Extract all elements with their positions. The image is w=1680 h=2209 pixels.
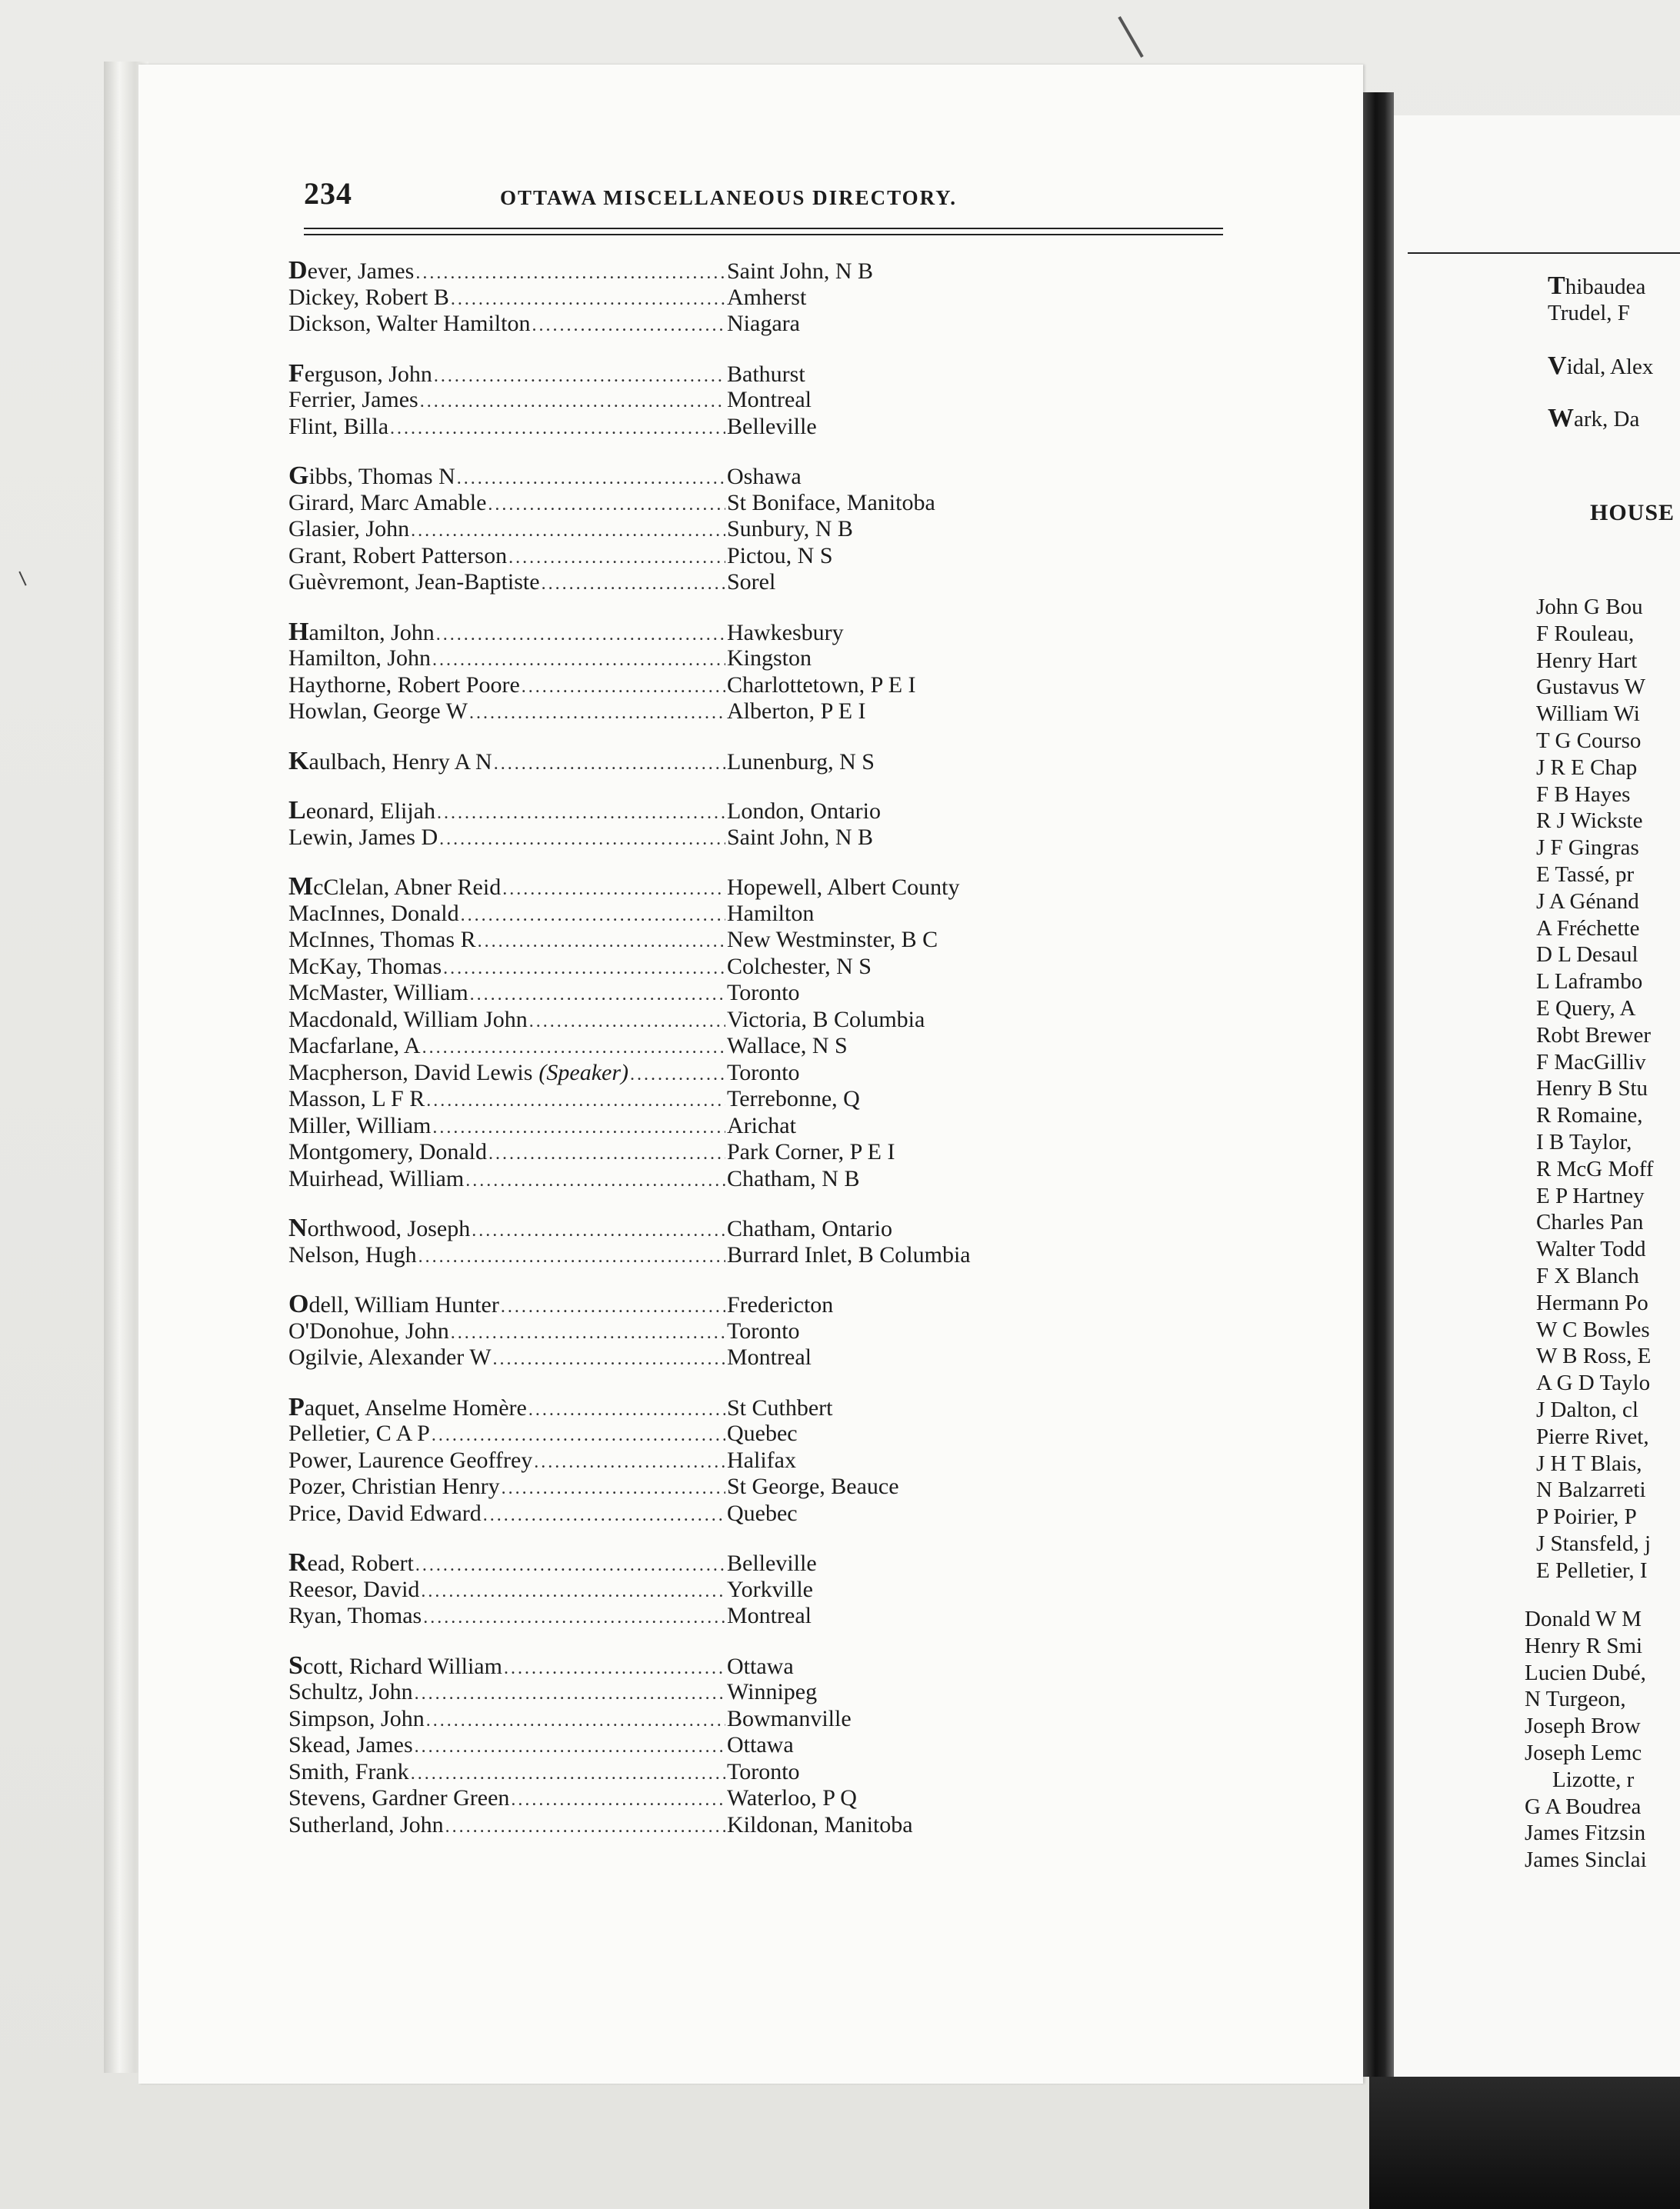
- member-name: Miller, William: [288, 1112, 432, 1138]
- member-place: Quebec: [727, 1421, 798, 1446]
- member-name: Ryan, Thomas: [288, 1603, 422, 1628]
- member-place: Ottawa: [727, 1653, 794, 1679]
- member-place: Chatham, N B: [727, 1165, 860, 1191]
- member-name: Schultz, John: [288, 1679, 413, 1704]
- directory-entry: [288, 619, 1235, 646]
- directory-entry: [288, 1166, 1235, 1193]
- member-place: Sunbury, N B: [727, 516, 853, 541]
- member-place: Chatham, Ontario: [727, 1216, 892, 1241]
- directory-entry: [288, 1242, 1235, 1269]
- member-name: Price, David Edward: [288, 1500, 482, 1526]
- directory-entry: [288, 1550, 1235, 1577]
- book-shadow: [1369, 2077, 1680, 2209]
- leader-dots: [532, 312, 725, 339]
- directory-entry: [288, 1033, 1235, 1060]
- right-page-line: Donald W M: [1525, 1607, 1642, 1631]
- right-page-line: Pierre Rivet,: [1536, 1424, 1649, 1449]
- member-name: Hamilton, John: [288, 645, 431, 671]
- member-name: Leonard, Elijah: [288, 796, 435, 825]
- member-name: Lewin, James D: [288, 824, 438, 850]
- directory-entry: [288, 1812, 1235, 1839]
- member-name: McKay, Thomas: [288, 953, 442, 979]
- right-page-line: Charles Pan: [1536, 1210, 1644, 1235]
- right-page-line: A G D Taylo: [1536, 1371, 1651, 1396]
- entry-group: [288, 619, 1235, 725]
- leader-dots: [529, 1008, 725, 1035]
- member-note: (Speaker): [538, 1059, 629, 1085]
- member-place: Lunenburg, N S: [727, 748, 875, 775]
- right-page-line: F MacGilliv: [1536, 1049, 1646, 1075]
- right-page-line: L Laframbo: [1536, 969, 1643, 995]
- right-page-line: N Turgeon,: [1525, 1687, 1626, 1712]
- directory-entry: [288, 516, 1235, 543]
- leader-dots: [445, 1814, 725, 1841]
- directory-entry: [288, 1113, 1235, 1140]
- right-page-line: J Stansfeld, j: [1536, 1531, 1652, 1556]
- member-place: St Boniface, Manitoba: [727, 489, 935, 515]
- member-place: Bathurst: [727, 361, 805, 387]
- member-place: Burrard Inlet, B Columbia: [727, 1241, 971, 1268]
- right-page-heading: HOUSE: [1590, 500, 1675, 525]
- leader-dots: [436, 621, 725, 648]
- directory-entry: [288, 825, 1235, 851]
- leader-dots: [415, 1734, 725, 1761]
- member-place: Montreal: [727, 387, 812, 412]
- member-name: Gibbs, Thomas N: [288, 461, 455, 490]
- member-place: St Cuthbert: [727, 1394, 833, 1421]
- member-place: Fredericton: [727, 1292, 834, 1318]
- right-page-line: E Tassé, pr: [1536, 861, 1635, 887]
- member-place: Winnipeg: [727, 1679, 818, 1704]
- directory-entry: [288, 1785, 1235, 1812]
- member-name: Dever, James: [288, 256, 415, 285]
- leader-dots: [483, 1502, 725, 1529]
- member-name: Girard, Marc Amable: [288, 489, 487, 515]
- right-page-line: E Pelletier, I: [1536, 1558, 1648, 1583]
- right-page-line: Thibaudea: [1548, 272, 1646, 300]
- directory-entry: [288, 1344, 1235, 1371]
- right-page-line: Gustavus W: [1536, 675, 1646, 700]
- leader-dots: [630, 1061, 725, 1088]
- member-place: Oshawa: [727, 464, 802, 489]
- right-page-line: W B Ross, E: [1536, 1344, 1652, 1369]
- member-place: Hawkesbury: [727, 619, 844, 645]
- member-name: Paquet, Anselme Homère: [288, 1392, 527, 1421]
- directory-entry: [288, 285, 1235, 312]
- member-place: Hopewell, Albert County: [727, 875, 960, 900]
- entry-group: [288, 1550, 1235, 1630]
- leader-dots: [418, 1244, 725, 1271]
- right-page-line: Walter Todd: [1536, 1237, 1646, 1262]
- member-place: Pictou, N S: [727, 542, 833, 568]
- entry-group: [288, 1653, 1235, 1839]
- member-place: Saint John, N B: [727, 258, 874, 284]
- member-place: Park Corner, P E I: [727, 1139, 895, 1164]
- leader-dots: [542, 571, 725, 598]
- right-page-line: I B Taylor,: [1536, 1129, 1632, 1154]
- member-name: Sutherland, John: [288, 1811, 444, 1838]
- entry-group: [288, 258, 1235, 338]
- member-name: McMaster, William: [288, 980, 468, 1005]
- leader-dots: [415, 260, 725, 287]
- right-page-line: J A Génand: [1536, 888, 1639, 914]
- member-name: Reesor, David: [288, 1576, 420, 1602]
- member-name: Simpson, John: [288, 1705, 425, 1731]
- entry-group: [288, 1291, 1235, 1371]
- directory-entry: [288, 798, 1235, 825]
- member-name: Macdonald, William John: [288, 1006, 528, 1032]
- member-place: London, Ontario: [727, 798, 881, 824]
- member-name: Haythorne, Robert Poore: [288, 671, 520, 698]
- leader-dots: [415, 1681, 725, 1708]
- directory-entry: [288, 414, 1235, 441]
- member-place: Yorkville: [727, 1576, 813, 1602]
- right-page-line: G A Boudrea: [1525, 1794, 1642, 1819]
- member-place: Amherst: [727, 284, 807, 310]
- member-place: Toronto: [727, 1318, 800, 1344]
- right-page-line: F Rouleau,: [1536, 621, 1635, 646]
- directory-entry: [288, 1394, 1235, 1421]
- member-place: Waterloo, P Q: [727, 1785, 857, 1811]
- directory-entry: [288, 1086, 1235, 1113]
- scan-artifact: [1118, 16, 1143, 58]
- member-place: Kildonan, Manitoba: [727, 1811, 913, 1838]
- directory-entry: [288, 698, 1235, 725]
- member-name: Hamilton, John: [288, 617, 435, 646]
- member-name: Muirhead, William: [288, 1165, 465, 1191]
- member-place: Victoria, B Columbia: [727, 1006, 925, 1032]
- member-name: McClelan, Abner Reid: [288, 872, 502, 901]
- leader-dots: [420, 388, 725, 415]
- leader-dots: [439, 826, 725, 853]
- directory-entry: [288, 358, 1235, 388]
- page-number: 234: [304, 176, 352, 211]
- right-page-line: William Wi: [1536, 701, 1640, 727]
- member-name: Stevens, Gardner Green: [288, 1785, 510, 1811]
- directory-entry: [288, 874, 1235, 901]
- right-page-line: Vidal, Alex: [1548, 351, 1654, 380]
- leader-dots: [426, 1708, 725, 1734]
- directory-entry: [288, 1448, 1235, 1474]
- member-name: Kaulbach, Henry A N: [288, 746, 492, 775]
- directory-entry: [288, 543, 1235, 570]
- right-page-line: Henry B Stu: [1536, 1076, 1648, 1101]
- entry-group: [288, 1394, 1235, 1528]
- member-place: Belleville: [727, 413, 817, 439]
- member-name: Dickey, Robert B: [288, 284, 449, 310]
- right-page-line: J R E Chap: [1536, 755, 1638, 780]
- right-page-line: James Sinclai: [1525, 1847, 1647, 1873]
- right-page-line: E P Hartney: [1536, 1183, 1645, 1208]
- directory-entry: [288, 1706, 1235, 1733]
- directory-entry: [288, 1501, 1235, 1528]
- member-place: Saint John, N B: [727, 824, 874, 850]
- leader-dots: [457, 465, 725, 492]
- directory-entry: [288, 1732, 1235, 1759]
- right-page-line: Hermann Po: [1536, 1290, 1648, 1315]
- running-head: OTTAWA MISCELLANEOUS DIRECTORY.: [500, 186, 957, 209]
- member-place: Montreal: [727, 1344, 812, 1370]
- directory-entry: [288, 1421, 1235, 1448]
- entry-group: [288, 463, 1235, 596]
- right-page-line: J F Gingras: [1536, 835, 1639, 861]
- right-page-line: Henry R Smi: [1525, 1633, 1643, 1658]
- member-name: Grant, Robert Patterson: [288, 542, 508, 568]
- member-name: Odell, William Hunter: [288, 1290, 499, 1318]
- entry-group: [288, 798, 1235, 851]
- leader-dots: [451, 286, 725, 313]
- directory-entry: [288, 1474, 1235, 1501]
- leader-dots: [432, 1422, 725, 1449]
- directory-entry: [288, 490, 1235, 517]
- leader-dots: [501, 1294, 725, 1321]
- member-name: Ferguson, John: [288, 358, 432, 388]
- member-name: Scott, Richard William: [288, 1651, 502, 1680]
- directory-entry: [288, 901, 1235, 928]
- leader-dots: [494, 751, 725, 778]
- member-name: Howlan, George W: [288, 698, 468, 724]
- leader-dots: [437, 800, 725, 827]
- member-place: Kingston: [727, 645, 812, 671]
- leader-dots: [478, 928, 725, 955]
- right-page-list-b: [1525, 1606, 1680, 1874]
- leader-dots: [522, 674, 725, 701]
- member-name: Guèvremont, Jean-Baptiste: [288, 569, 540, 595]
- member-place: St George, Beauce: [727, 1474, 899, 1499]
- member-name: McInnes, Thomas R: [288, 927, 476, 952]
- member-name: Pozer, Christian Henry: [288, 1474, 500, 1499]
- directory-entry: [288, 1139, 1235, 1166]
- member-place: Colchester, N S: [727, 953, 872, 979]
- leader-dots: [469, 700, 725, 727]
- leader-dots: [502, 1475, 725, 1502]
- right-page-line: D L Desaul: [1536, 942, 1638, 968]
- leader-dots: [493, 1346, 725, 1373]
- leader-dots: [415, 1552, 725, 1579]
- right-page-line: Henry Hart: [1536, 648, 1638, 673]
- directory-entry: [288, 672, 1235, 699]
- leader-dots: [422, 1035, 725, 1061]
- directory-entry: [288, 1679, 1235, 1706]
- leader-dots: [461, 902, 725, 929]
- book-gutter: [1363, 92, 1394, 2077]
- right-page-line: P Poirier, P: [1536, 1504, 1637, 1530]
- right-page-line: R Romaine,: [1536, 1103, 1643, 1128]
- directory-entry: [288, 1215, 1235, 1242]
- right-page-line: Lucien Dubé,: [1525, 1660, 1646, 1685]
- right-page-line: E Query, A: [1536, 995, 1636, 1021]
- right-page-line: F X Blanch: [1536, 1263, 1639, 1288]
- leader-dots: [472, 1218, 725, 1244]
- directory-entry: [288, 645, 1235, 672]
- leader-dots: [508, 545, 725, 571]
- right-page-line: James Fitzsin: [1525, 1821, 1646, 1846]
- right-page: [1394, 115, 1680, 2086]
- member-place: Halifax: [727, 1447, 796, 1473]
- member-place: Montreal: [727, 1603, 812, 1628]
- member-name: Dickson, Walter Hamilton: [288, 311, 531, 336]
- right-page-line: Joseph Brow: [1525, 1714, 1641, 1739]
- scan-speck: [18, 568, 33, 585]
- leader-dots: [421, 1578, 725, 1605]
- directory-entry: [288, 980, 1235, 1007]
- leader-dots: [488, 491, 725, 518]
- leader-dots: [434, 363, 725, 390]
- member-name: O'Donohue, John: [288, 1318, 449, 1344]
- member-name: Montgomery, Donald: [288, 1139, 488, 1164]
- member-place: Toronto: [727, 1758, 800, 1784]
- right-page-line: Trudel, F: [1548, 300, 1630, 325]
- member-name: Glasier, John: [288, 516, 410, 541]
- right-page-list-a: [1536, 594, 1680, 1584]
- member-place: Alberton, P E I: [727, 698, 866, 724]
- directory-entry: [288, 1318, 1235, 1345]
- right-page-line: Lizotte, r: [1552, 1767, 1635, 1792]
- entry-group: [288, 748, 1235, 775]
- member-name: Macpherson, David Lewis: [288, 1059, 533, 1085]
- right-page-top-entries: [1548, 273, 1680, 432]
- member-name: Ogilvie, Alexander W: [288, 1344, 492, 1370]
- leader-dots: [451, 1320, 725, 1347]
- member-place: Sorel: [727, 569, 776, 595]
- leader-dots: [411, 1761, 725, 1788]
- member-name: MacInnes, Donald: [288, 900, 459, 926]
- leader-dots: [432, 1114, 725, 1141]
- member-place: Quebec: [727, 1500, 798, 1526]
- directory-entry: [288, 1291, 1235, 1318]
- directory-entry: [288, 1603, 1235, 1630]
- directory-entry: [288, 748, 1235, 775]
- directory-entry: [288, 1759, 1235, 1786]
- header-double-rule: [304, 228, 1223, 235]
- right-page-line: Wark, Da: [1548, 404, 1640, 433]
- directory-entry: [288, 569, 1235, 596]
- member-name: Masson, L F R: [288, 1086, 425, 1111]
- member-place: Bowmanville: [727, 1705, 852, 1731]
- leader-dots: [511, 1787, 725, 1814]
- member-name: Pelletier, C A P: [288, 1421, 430, 1446]
- directory-entry: [288, 463, 1235, 490]
- leader-dots: [528, 1397, 725, 1424]
- right-page-line: John G Bou: [1536, 595, 1643, 619]
- right-page-line: W C Bowles: [1536, 1317, 1650, 1342]
- member-place: Toronto: [727, 1059, 800, 1085]
- member-name: Macfarlane, A: [288, 1033, 421, 1058]
- member-name: Northwood, Joseph: [288, 1214, 471, 1242]
- member-place: Toronto: [727, 980, 800, 1005]
- directory-entry: [288, 387, 1235, 414]
- member-name: Ferrier, James: [288, 387, 418, 412]
- member-name: Skead, James: [288, 1732, 413, 1758]
- member-place: Ottawa: [727, 1732, 794, 1758]
- right-page-line: J H T Blais,: [1536, 1451, 1642, 1476]
- leader-dots: [411, 518, 725, 545]
- right-page-line: Robt Brewer: [1536, 1022, 1651, 1048]
- member-name: Smith, Frank: [288, 1758, 409, 1784]
- directory-entry: [288, 1653, 1235, 1680]
- directory-listing: [288, 258, 1235, 1861]
- leader-dots: [426, 1088, 725, 1114]
- right-page-line: N Balzarreti: [1536, 1478, 1646, 1503]
- directory-entry: [288, 927, 1235, 954]
- right-page-line: R McG Moff: [1536, 1156, 1654, 1181]
- member-name: Power, Laurence Geoffrey: [288, 1447, 533, 1473]
- leader-dots: [502, 876, 725, 903]
- leader-dots: [432, 647, 725, 674]
- right-page-line: J Dalton, cl: [1536, 1397, 1638, 1422]
- leader-dots: [504, 1655, 725, 1682]
- member-name: Nelson, Hugh: [288, 1241, 417, 1268]
- member-name: Read, Robert: [288, 1548, 414, 1577]
- entry-group: [288, 358, 1235, 441]
- leader-dots: [465, 1168, 725, 1194]
- right-page-line: T G Courso: [1536, 728, 1642, 753]
- directory-entry: [288, 1007, 1235, 1034]
- directory-entry: [288, 311, 1235, 338]
- right-page-rule: [1408, 252, 1680, 257]
- member-place: Hamilton: [727, 900, 815, 926]
- directory-entry: [288, 1060, 1235, 1087]
- right-page-line: F B Hayes: [1536, 781, 1631, 807]
- member-place: Charlottetown, P E I: [727, 671, 916, 698]
- member-name: Flint, Billa: [288, 413, 389, 439]
- member-place: Belleville: [727, 1551, 817, 1576]
- member-place: Terrebonne, Q: [727, 1086, 860, 1111]
- leader-dots: [488, 1141, 725, 1168]
- right-page-line: Joseph Lemc: [1525, 1740, 1642, 1765]
- leader-dots: [390, 415, 725, 442]
- leader-dots: [534, 1449, 725, 1476]
- right-page-line: A Fréchette: [1536, 915, 1640, 941]
- entry-group: [288, 1215, 1235, 1268]
- right-page-line: R J Wickste: [1536, 808, 1643, 834]
- member-place: New Westminster, B C: [727, 927, 938, 952]
- entry-group: [288, 874, 1235, 1192]
- member-place: Niagara: [727, 311, 800, 336]
- member-place: Arichat: [727, 1112, 796, 1138]
- directory-entry: [288, 954, 1235, 981]
- leader-dots: [423, 1604, 725, 1631]
- leader-dots: [443, 955, 725, 982]
- member-place: Wallace, N S: [727, 1033, 848, 1058]
- directory-entry: [288, 258, 1235, 285]
- directory-entry: [288, 1577, 1235, 1604]
- leader-dots: [470, 981, 725, 1008]
